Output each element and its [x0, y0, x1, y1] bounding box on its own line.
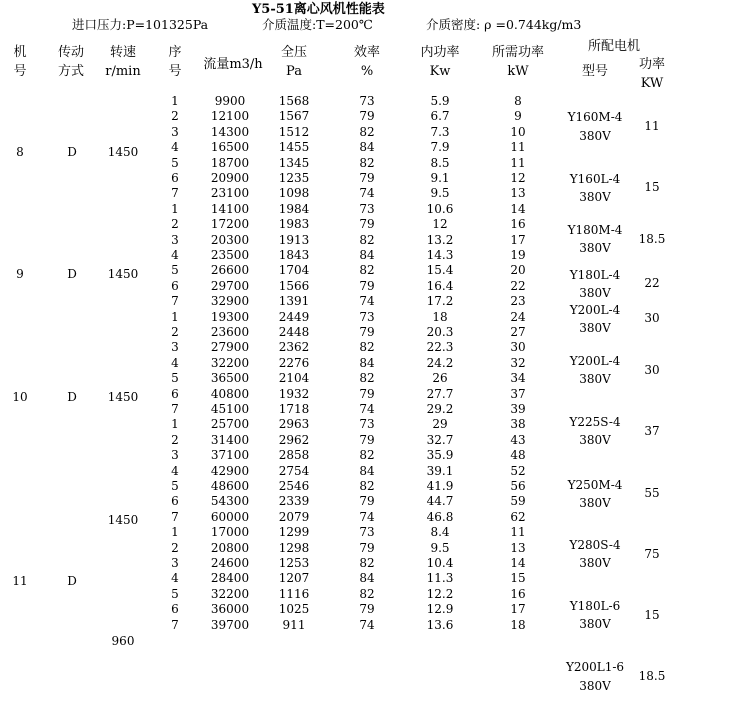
cell-eff: 82: [359, 448, 375, 463]
cell-flow: 28400: [210, 571, 250, 586]
header-machine-1: 机: [13, 45, 27, 60]
cell-ip: 26: [432, 371, 448, 386]
header-motor-power-1: 功率: [638, 57, 665, 72]
cell-flow: 40800: [210, 386, 250, 401]
cell-flow: 20900: [210, 171, 250, 185]
cell-rp: 12: [510, 171, 526, 185]
cell-rp: 16: [510, 217, 526, 232]
header-seq-1: 序: [168, 45, 182, 60]
cell-flow: 29700: [210, 278, 250, 293]
cell-eff: 82: [359, 586, 375, 601]
group-drive: D: [67, 267, 77, 281]
cell-pressure: 1345: [278, 155, 310, 170]
cell-eff: 79: [359, 540, 375, 555]
cell-flow: 20300: [210, 232, 250, 247]
cell-seq: 7: [171, 186, 179, 201]
cell-eff: 82: [359, 232, 375, 247]
cell-rp: 13: [510, 540, 526, 555]
header-speed-2: r/min: [105, 64, 141, 79]
cell-seq: 2: [171, 217, 179, 232]
cell-rp: 32: [510, 355, 526, 370]
cell-seq: 3: [171, 124, 179, 139]
cell-rp: 17: [510, 602, 526, 617]
motor-power: 11: [644, 119, 660, 133]
header-motor-power-2: KW: [640, 76, 664, 91]
motor-power: 18.5: [638, 232, 666, 246]
header-pressure-2: Pa: [286, 64, 302, 79]
cell-flow: 23100: [210, 186, 250, 201]
cell-eff: 79: [359, 602, 375, 617]
cell-flow: 37100: [210, 448, 250, 463]
cell-ip: 44.7: [426, 494, 454, 509]
cell-seq: 6: [171, 386, 179, 401]
motor-power: 30: [644, 311, 660, 325]
cell-rp: 34: [510, 371, 526, 386]
cell-rp: 30: [510, 340, 526, 355]
cell-ip: 12.2: [426, 586, 454, 601]
motor-voltage: 380V: [579, 321, 611, 335]
cell-ip: 7.9: [430, 140, 450, 155]
cell-rp: 22: [510, 278, 526, 293]
motor-model: Y200L1-6: [565, 660, 625, 674]
inlet-pressure: 进口压力:P=101325Pa: [72, 17, 209, 32]
cell-flow: 12100: [210, 109, 250, 124]
motor-voltage: 380V: [579, 190, 611, 204]
cell-eff: 79: [359, 432, 375, 447]
group-speed: 1450: [107, 513, 139, 527]
cell-ip: 16.4: [426, 278, 454, 293]
cell-eff: 82: [359, 155, 375, 170]
cell-pressure: 1207: [278, 571, 310, 586]
group-machine: 10: [12, 390, 28, 404]
motor-voltage: 380V: [579, 617, 611, 631]
cell-eff: 79: [359, 171, 375, 185]
cell-ip: 10.6: [426, 201, 454, 216]
cell-flow: 18700: [210, 155, 250, 170]
group-speed: 1450: [107, 390, 139, 404]
cell-rp: 19: [510, 248, 526, 262]
cell-rp: 11: [510, 525, 526, 540]
cell-rp: 52: [510, 463, 526, 478]
cell-seq: 3: [171, 340, 179, 355]
cell-flow: 36500: [210, 371, 250, 386]
header-motor: 所配电机: [587, 39, 640, 54]
header-required-power-1: 所需功率: [491, 45, 544, 60]
cell-pressure: 1913: [278, 232, 310, 247]
cell-pressure: 1235: [278, 171, 310, 185]
motor-power: 37: [644, 424, 660, 438]
motor-voltage: 380V: [579, 286, 611, 300]
cell-pressure: 1718: [278, 402, 310, 416]
cell-rp: 23: [510, 294, 526, 309]
cell-pressure: 2339: [278, 494, 310, 509]
cell-pressure: 1566: [278, 278, 310, 293]
cell-flow: 45100: [210, 402, 250, 416]
cell-flow: 54300: [210, 494, 250, 509]
cell-eff: 73: [359, 201, 375, 216]
cell-pressure: 2276: [278, 355, 310, 370]
header-internal-power-1: 内功率: [420, 45, 460, 60]
cell-rp: 16: [510, 586, 526, 601]
header-machine-2: 号: [13, 64, 27, 79]
motor-power: 22: [644, 276, 660, 290]
cell-seq: 1: [171, 525, 179, 540]
motor-voltage: 380V: [579, 496, 611, 510]
medium-density: 介质密度: ρ =0.744kg/m3: [426, 17, 582, 32]
cell-seq: 4: [171, 571, 179, 586]
motor-power: 75: [644, 547, 660, 561]
cell-pressure: 2962: [278, 432, 310, 447]
cell-seq: 5: [171, 263, 179, 278]
cell-pressure: 2858: [278, 448, 310, 463]
header-required-power-2: kW: [507, 64, 529, 79]
cell-rp: 11: [510, 140, 526, 155]
cell-eff: 82: [359, 263, 375, 278]
cell-seq: 6: [171, 494, 179, 509]
motor-voltage: 380V: [579, 679, 611, 693]
cell-flow: 48600: [210, 479, 250, 493]
group-speed: 1450: [107, 145, 139, 159]
cell-rp: 27: [510, 325, 526, 339]
cell-eff: 74: [359, 294, 375, 309]
cell-seq: 2: [171, 325, 179, 339]
cell-ip: 10.4: [426, 556, 454, 570]
cell-rp: 10: [510, 124, 526, 139]
cell-flow: 23600: [210, 325, 250, 339]
cell-pressure: 1568: [278, 94, 310, 108]
cell-eff: 74: [359, 186, 375, 201]
cell-eff: 79: [359, 109, 375, 124]
cell-flow: 20800: [210, 540, 250, 555]
motor-voltage: 380V: [579, 433, 611, 447]
cell-seq: 2: [171, 540, 179, 555]
cell-seq: 5: [171, 586, 179, 601]
cell-flow: 17000: [210, 525, 250, 540]
group-drive: D: [67, 145, 77, 159]
cell-seq: 1: [171, 309, 179, 324]
cell-seq: 7: [171, 402, 179, 416]
cell-eff: 73: [359, 309, 375, 324]
cell-rp: 8: [514, 94, 522, 108]
cell-rp: 20: [510, 263, 526, 278]
cell-ip: 13.6: [426, 617, 454, 632]
cell-seq: 3: [171, 232, 179, 247]
cell-flow: 32200: [210, 586, 250, 601]
cell-flow: 32200: [210, 355, 250, 370]
cell-seq: 7: [171, 294, 179, 309]
header-efficiency-1: 效率: [353, 45, 380, 60]
cell-seq: 6: [171, 278, 179, 293]
page-title: Y5-51离心风机性能表: [252, 2, 385, 17]
cell-ip: 41.9: [426, 479, 454, 493]
cell-flow: 17200: [210, 217, 250, 232]
cell-pressure: 2546: [278, 479, 310, 493]
cell-rp: 14: [510, 201, 526, 216]
header-pressure-1: 全压: [280, 45, 307, 60]
motor-model: Y250M-4: [567, 478, 623, 492]
cell-seq: 4: [171, 248, 179, 262]
motor-model: Y180L-6: [569, 599, 621, 613]
cell-rp: 24: [510, 309, 526, 324]
header-drive-2: 方式: [57, 64, 84, 79]
cell-eff: 79: [359, 325, 375, 339]
cell-pressure: 1025: [278, 602, 310, 617]
cell-flow: 39700: [210, 617, 250, 632]
cell-flow: 23500: [210, 248, 250, 262]
cell-rp: 9: [514, 109, 522, 124]
cell-eff: 84: [359, 140, 375, 155]
cell-eff: 82: [359, 371, 375, 386]
group-speed: 1450: [107, 267, 139, 281]
cell-rp: 59: [510, 494, 526, 509]
cell-ip: 11.3: [426, 571, 454, 586]
cell-pressure: 1299: [278, 525, 310, 540]
cell-rp: 48: [510, 448, 526, 463]
cell-eff: 74: [359, 509, 375, 524]
cell-rp: 13: [510, 186, 526, 201]
cell-pressure: 2362: [278, 340, 310, 355]
motor-voltage: 380V: [579, 129, 611, 143]
cell-flow: 14300: [210, 124, 250, 139]
cell-pressure: 1932: [278, 386, 310, 401]
cell-ip: 14.3: [426, 248, 454, 262]
cell-ip: 13.2: [426, 232, 454, 247]
cell-pressure: 2449: [278, 309, 310, 324]
motor-power: 55: [644, 486, 660, 500]
cell-eff: 73: [359, 417, 375, 432]
cell-flow: 9900: [214, 94, 246, 108]
cell-eff: 84: [359, 463, 375, 478]
cell-pressure: 911: [282, 617, 306, 632]
motor-model: Y160L-4: [569, 172, 621, 186]
motor-power: 30: [644, 363, 660, 377]
cell-rp: 43: [510, 432, 526, 447]
cell-ip: 9.5: [430, 540, 450, 555]
cell-flow: 14100: [210, 201, 250, 216]
cell-ip: 35.9: [426, 448, 454, 463]
group-machine: 9: [16, 267, 24, 281]
cell-seq: 2: [171, 109, 179, 124]
cell-eff: 79: [359, 494, 375, 509]
cell-pressure: 2448: [278, 325, 310, 339]
cell-ip: 8.5: [430, 155, 450, 170]
cell-ip: 7.3: [430, 124, 450, 139]
cell-eff: 84: [359, 571, 375, 586]
cell-flow: 60000: [210, 509, 250, 524]
cell-seq: 6: [171, 602, 179, 617]
cell-ip: 9.5: [430, 186, 450, 201]
group-drive: D: [67, 390, 77, 404]
cell-seq: 1: [171, 417, 179, 432]
cell-rp: 18: [510, 617, 526, 632]
cell-eff: 82: [359, 479, 375, 493]
header-seq-2: 号: [168, 64, 182, 79]
motor-model: Y180M-4: [567, 223, 623, 237]
cell-seq: 6: [171, 171, 179, 185]
cell-eff: 84: [359, 355, 375, 370]
cell-eff: 73: [359, 94, 375, 108]
header-flow: 流量m3/h: [203, 57, 263, 72]
cell-pressure: 1116: [278, 586, 310, 601]
cell-pressure: 1298: [278, 540, 310, 555]
cell-ip: 5.9: [430, 94, 450, 108]
cell-pressure: 1253: [278, 556, 310, 570]
cell-seq: 7: [171, 617, 179, 632]
cell-pressure: 1567: [278, 109, 310, 124]
cell-seq: 2: [171, 432, 179, 447]
cell-seq: 4: [171, 140, 179, 155]
cell-rp: 62: [510, 509, 526, 524]
cell-seq: 1: [171, 201, 179, 216]
cell-pressure: 1984: [278, 201, 310, 216]
cell-seq: 3: [171, 448, 179, 463]
cell-pressure: 2079: [278, 509, 310, 524]
cell-eff: 82: [359, 556, 375, 570]
cell-ip: 22.3: [426, 340, 454, 355]
cell-eff: 74: [359, 617, 375, 632]
cell-eff: 79: [359, 386, 375, 401]
cell-flow: 16500: [210, 140, 250, 155]
cell-flow: 24600: [210, 556, 250, 570]
cell-ip: 20.3: [426, 325, 454, 339]
header-motor-model: 型号: [581, 64, 608, 79]
cell-rp: 14: [510, 556, 526, 570]
cell-eff: 79: [359, 217, 375, 232]
cell-pressure: 1843: [278, 248, 310, 262]
cell-pressure: 1391: [278, 294, 310, 309]
cell-rp: 17: [510, 232, 526, 247]
group-speed: 960: [111, 634, 135, 648]
cell-ip: 8.4: [430, 525, 450, 540]
cell-pressure: 1983: [278, 217, 310, 232]
header-efficiency-2: %: [360, 64, 374, 79]
header-drive-1: 传动: [57, 45, 84, 60]
cell-seq: 3: [171, 556, 179, 570]
header-internal-power-2: Kw: [429, 64, 451, 79]
cell-flow: 36000: [210, 602, 250, 617]
cell-rp: 15: [510, 571, 526, 586]
cell-eff: 82: [359, 124, 375, 139]
cell-seq: 1: [171, 94, 179, 108]
motor-model: Y280S-4: [569, 538, 621, 552]
cell-pressure: 1704: [278, 263, 310, 278]
cell-rp: 37: [510, 386, 526, 401]
header-speed-1: 转速: [109, 45, 136, 60]
cell-seq: 4: [171, 355, 179, 370]
cell-flow: 32900: [210, 294, 250, 309]
cell-ip: 29.2: [426, 402, 454, 416]
motor-power: 18.5: [638, 669, 666, 683]
motor-model: Y200L-4: [569, 354, 621, 368]
group-machine: 11: [12, 574, 28, 588]
motor-model: Y160M-4: [567, 110, 623, 124]
cell-pressure: 2754: [278, 463, 310, 478]
motor-model: Y200L-4: [569, 303, 621, 317]
cell-pressure: 2104: [278, 371, 310, 386]
cell-eff: 73: [359, 525, 375, 540]
cell-ip: 46.8: [426, 509, 454, 524]
cell-ip: 9.1: [430, 171, 450, 185]
cell-ip: 39.1: [426, 463, 454, 478]
motor-power: 15: [644, 608, 660, 622]
cell-rp: 11: [510, 155, 526, 170]
cell-rp: 56: [510, 479, 526, 493]
cell-ip: 15.4: [426, 263, 454, 278]
motor-power: 15: [644, 180, 660, 194]
cell-eff: 82: [359, 340, 375, 355]
cell-flow: 42900: [210, 463, 250, 478]
cell-flow: 25700: [210, 417, 250, 432]
cell-flow: 26600: [210, 263, 250, 278]
cell-seq: 5: [171, 155, 179, 170]
cell-eff: 79: [359, 278, 375, 293]
motor-voltage: 380V: [579, 556, 611, 570]
cell-seq: 5: [171, 479, 179, 493]
cell-pressure: 1098: [278, 186, 310, 201]
cell-ip: 32.7: [426, 432, 454, 447]
cell-pressure: 1455: [278, 140, 310, 155]
cell-seq: 5: [171, 371, 179, 386]
group-machine: 8: [16, 145, 24, 159]
motor-voltage: 380V: [579, 372, 611, 386]
motor-voltage: 380V: [579, 241, 611, 255]
cell-ip: 18: [432, 309, 448, 324]
cell-pressure: 2963: [278, 417, 310, 432]
cell-eff: 84: [359, 248, 375, 262]
cell-flow: 27900: [210, 340, 250, 355]
motor-model: Y180L-4: [569, 268, 621, 282]
cell-seq: 4: [171, 463, 179, 478]
group-drive: D: [67, 574, 77, 588]
cell-ip: 6.7: [430, 109, 450, 124]
cell-ip: 27.7: [426, 386, 454, 401]
cell-ip: 12: [432, 217, 448, 232]
cell-ip: 12.9: [426, 602, 454, 617]
cell-flow: 31400: [210, 432, 250, 447]
cell-seq: 7: [171, 509, 179, 524]
cell-flow: 19300: [210, 309, 250, 324]
cell-pressure: 1512: [278, 124, 310, 139]
cell-ip: 24.2: [426, 355, 454, 370]
medium-temperature: 介质温度:T=200℃: [262, 17, 373, 32]
cell-rp: 39: [510, 402, 526, 416]
cell-ip: 17.2: [426, 294, 454, 309]
motor-model: Y225S-4: [569, 415, 621, 429]
cell-ip: 29: [432, 417, 448, 432]
cell-rp: 38: [510, 417, 526, 432]
cell-eff: 74: [359, 402, 375, 416]
